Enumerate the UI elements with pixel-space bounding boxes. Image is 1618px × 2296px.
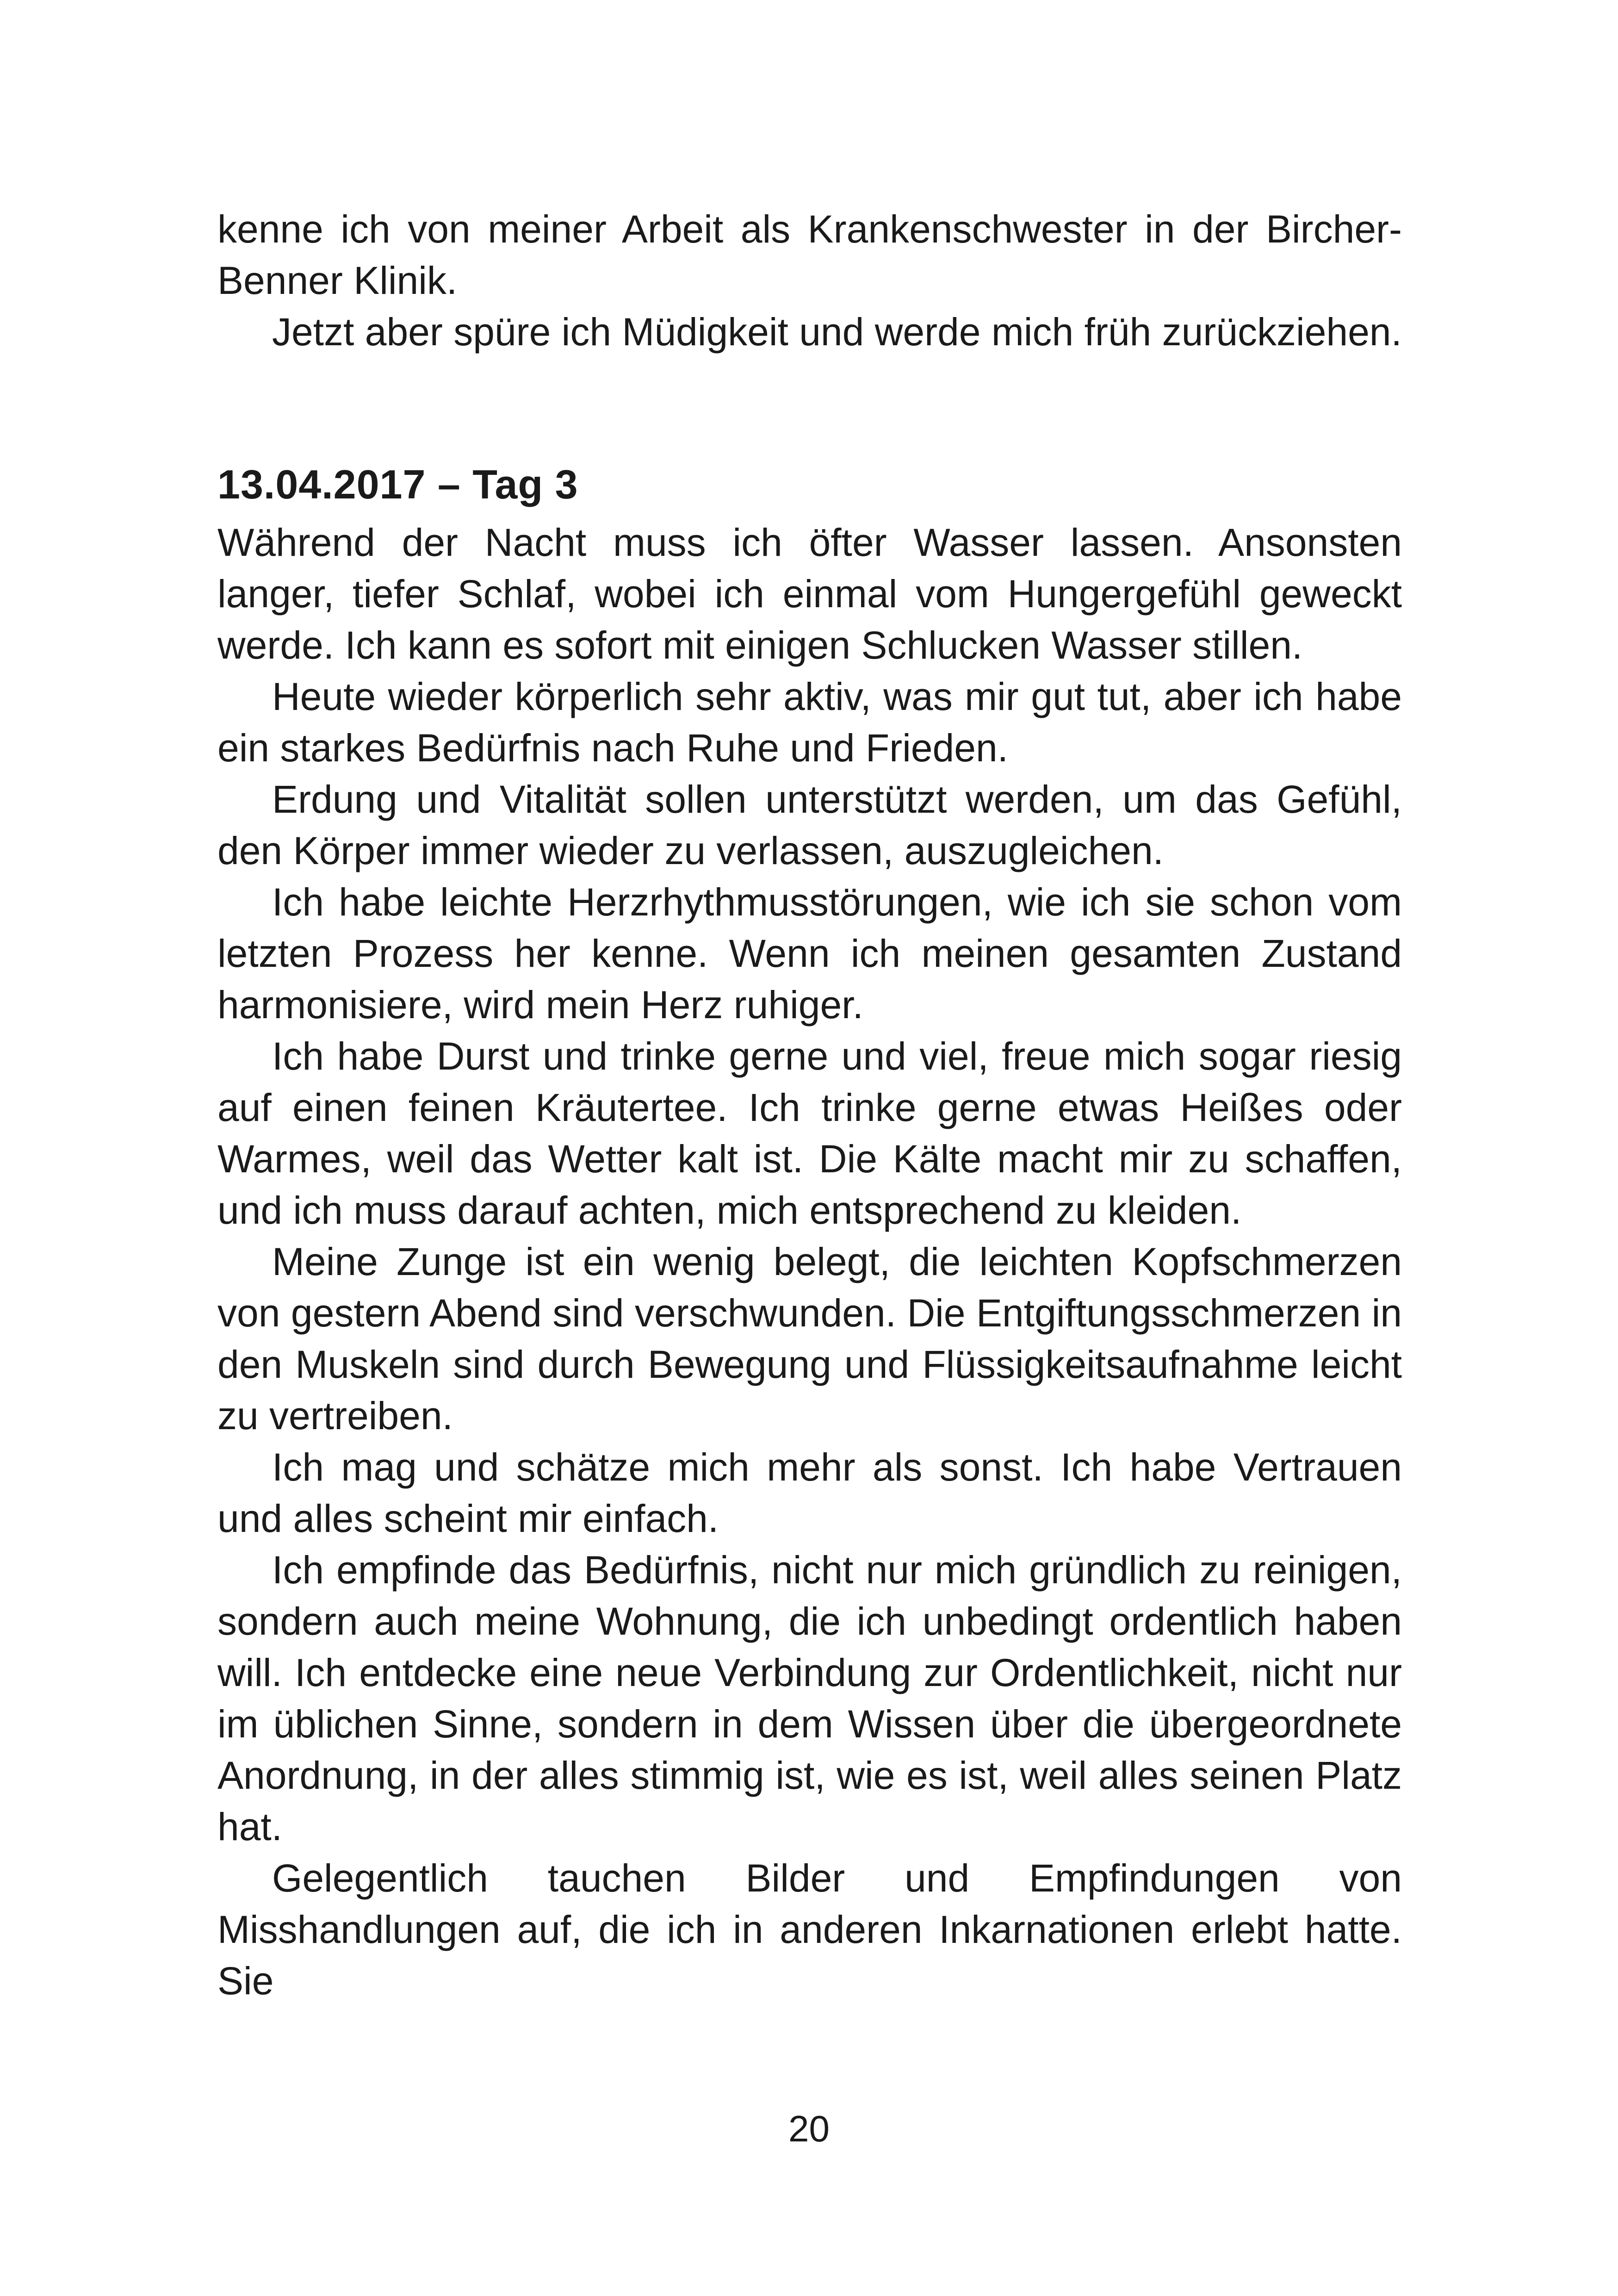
paragraph: Heute wieder körperlich sehr aktiv, was mir gut tut, aber ich habe ein starkes Bedürfnis nach Ruhe und Frieden. [217,675,1402,770]
paragraph: Während der Nacht muss ich öfter Wasser lassen. Ansonsten langer, tiefer Schlaf, wobei ich einmal vom Hungergefühl geweckt werde. Ich kann es sofort mit einigen Schlucken Wasser stillen. [217,521,1402,667]
paragraph: Jetzt aber spüre ich Müdigkeit und werde mich früh zurückziehen. [272,310,1402,354]
diary-entry-heading: 13.04.2017 – Tag 3 [217,461,578,507]
paragraph: Gelegentlich tauchen Bilder und Empfindungen von Misshandlungen auf, die ich in anderen Inkarnationen erlebt hatte. Sie [217,1856,1402,2003]
page-number: 20 [788,2108,830,2149]
body-text [217,204,1402,2007]
paragraph: Ich mag und schätze mich mehr als sonst. Ich habe Vertrauen und alles scheint mir einfach. [217,1445,1402,1540]
paragraph: Erdung und Vitalität sollen unterstützt werden, um das Gefühl, den Körper immer wieder zu verlassen, auszugleichen. [217,778,1402,872]
paragraph: Ich habe Durst und trinke gerne und viel, freue mich sogar riesig auf einen feinen Kräutertee. Ich trinke gerne etwas Heißes oder Warmes, weil das Wetter kalt ist. Die Kälte macht mir zu schaffen, und ich muss darauf achten, mich entsprechend zu kleiden. [217,1034,1402,1232]
paragraph: Meine Zunge ist ein wenig belegt, die leichten Kopfschmerzen von gestern Abend sind verschwunden. Die Entgiftungsschmerzen in den Muskeln sind durch Bewegung und Flüssigkeitsaufnahme leicht zu vertreiben. [217,1240,1402,1437]
paragraph: Ich empfinde das Bedürfnis, nicht nur mich gründlich zu reinigen, sondern auch meine Wohnung, die ich unbedingt ordentlich haben will. Ich entdecke eine neue Verbindung zur Ordentlichkeit, nicht nur im üblichen Sinne, sondern in dem Wissen über die übergeordnete Anordnung, in der alles stimmig ist, wie es ist, weil alles seinen Platz hat. [217,1548,1402,1848]
paragraph: Ich habe leichte Herzrhythmusstörungen, wie ich sie schon vom letzten Prozess her kenne. Wenn ich meinen gesamten Zustand harmonisiere, wird mein Herz ruhiger. [217,880,1402,1027]
paragraph: kenne ich von meiner Arbeit als Krankenschwester in der Bircher-Benner Klinik. [217,207,1402,302]
